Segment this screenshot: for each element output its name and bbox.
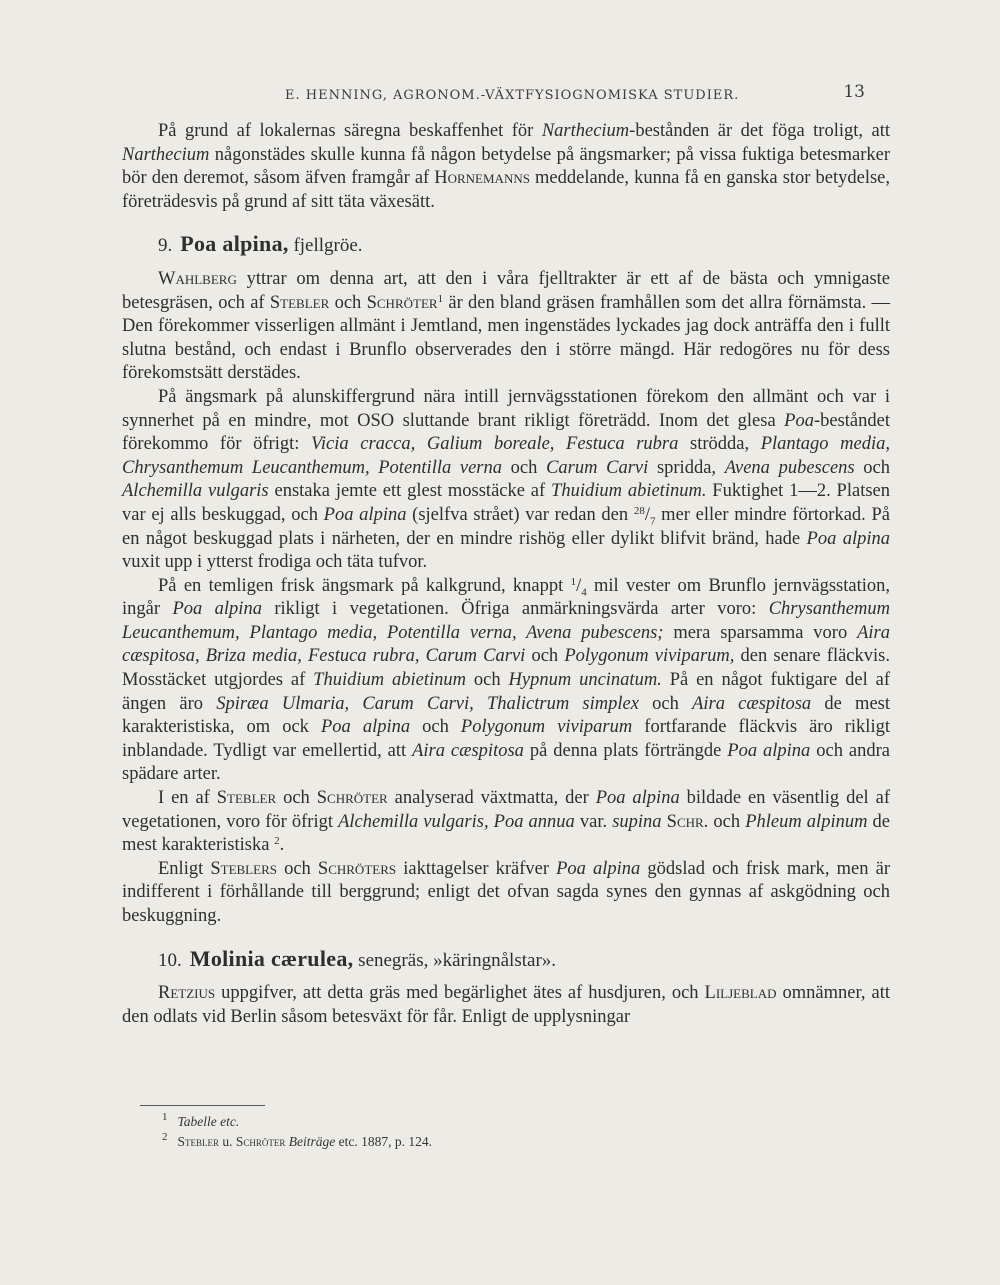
- paragraph-9-1: Wahlberg yttrar om denna art, att den i våra fjelltrakter är ett af de bästa och ymnigaste betesgräsen, och af Stebler och Schröter$^1$ är den bland gräsen framhållen som det allra förnämsta. — Den förekommer visserligen allmänt i Jemtland, men ingenstädes lyckades jag dock anträffa den i fullt slutna bestånd, och endast i Brunflo observerades den i större mängd. Här redogöres nu för dess förekomstsätt derstädes.: [122, 268, 890, 384]
- footnote-1: $^1$ Tabelle etc.: [162, 1111, 240, 1129]
- footnote-ref-1: 1: [437, 292, 444, 305]
- body-text: [122, 120, 890, 1029]
- section-heading-10: 10. Molinia cærulea, senegräs, »käringnålstar».: [158, 945, 557, 971]
- page-header: [285, 82, 865, 108]
- paragraph-9-3: På en temligen frisk ängsmark på kalkgrund, knappt $^1/_4$ mil vester om Brunflo jernvägsstation, ingår Poa alpina rikligt i vegetationen. Öfriga anmärkningsvärda arter voro: Chrysanthemum Leucanthemum, Plantago media, Potentilla verna, Avena pubescens; mera sparsamma voro Aira cæspitosa, Briza media, Festuca rubra, Carum Carvi och Polygonum viviparum, den senare fläckvis. Mosstäcket utgjordes af Thuidium abietinum och Hypnum uncinatum. På en något fuktigare del af ängen äro Spiræa Ulmaria, Carum Carvi, Thalictrum simplex och Aira cæspitosa de mest karakteristiska, om ock Poa alpina och Polygonum viviparum fortfarande fläckvis äro rikligt inblandade. Tydligt var emellertid, att Aira cæspitosa på denna plats förträngde Poa alpina och andra spädare arter.: [122, 575, 890, 785]
- paragraph-9-5: Enligt Steblers och Schröters iakttagelser kräfver Poa alpina gödslad och frisk mark, men är indifferent i förhållande till berggrund; enligt det ofvan sagda synes den gynnas af askgödning och beskuggning.: [122, 858, 890, 926]
- paragraph-9-2: På ängsmark på alunskiffergrund nära intill jernvägsstationen förekom den allmänt och var i synnerhet på en mindre, mot OSO sluttande brant rikligt företrädd. Inom det glesa Poa-beståndet förekommo för öfrigt: Vicia cracca, Galium boreale, Festuca rubra strödda, Plantago media, Chrysanthemum Leucanthemum, Potentilla verna och Carum Carvi spridda, Avena pubescens och Alchemilla vulgaris enstaka jemte ett glest mosstäcke af Thuidium abietinum. Fuktighet 1—2. Platsen var ej alls beskuggad, och Poa alpina (sjelfva strået) var redan den $^{28}/_7$ mer eller mindre förtorkad. På en något beskuggad plats i närheten, der en mindre rishög eller dylikt blifvit bränd, hade Poa alpina vuxit upp i ytterst frodiga och täta tufvor.: [122, 386, 890, 573]
- footnote-ref-2: 2: [274, 835, 280, 848]
- paragraph-9-4: I en af Stebler och Schröter analyserad växtmatta, der Poa alpina bildade en väsentlig del af vegetationen, voro för öfrigt Alchemilla vulgaris, Poa annua var. supina Schr. och Phleum alpinum de mest karakteristiska $^2$.: [122, 788, 891, 856]
- section-heading-9: 9. Poa alpina, fjellgröe.: [158, 231, 363, 257]
- footnote-2: $^2$ Stebler u. Schröter Beiträge etc. 1887, p. 124.: [162, 1131, 433, 1149]
- footnotes: [122, 1105, 890, 1152]
- paragraph-10-1: Retzius uppgifver, att detta gräs med begärlighet ätes af husdjuren, och Liljeblad omnämner, att den odlats vid Berlin såsom betesväxt för får. Enligt de upplysningar: [122, 983, 890, 1027]
- page-number: 13: [843, 82, 865, 102]
- footnote-rule: [140, 1105, 265, 1106]
- intro-paragraph: På grund af lokalernas säregna beskaffenhet för Narthecium-bestånden är det föga troligt, att Narthecium någonstädes skulle kunna få någon betydelse på ängsmarker; på vissa fuktiga betesmarker bör den deremot, såsom äfven framgår af Hornemanns meddelande, kunna få en ganska stor betydelse, företrädesvis på grund af sitt täta växesätt.: [122, 121, 890, 212]
- running-title: E. HENNING, AGRONOM.-VÄXTFYSIOGNOMISKA STUDIER.: [285, 88, 740, 103]
